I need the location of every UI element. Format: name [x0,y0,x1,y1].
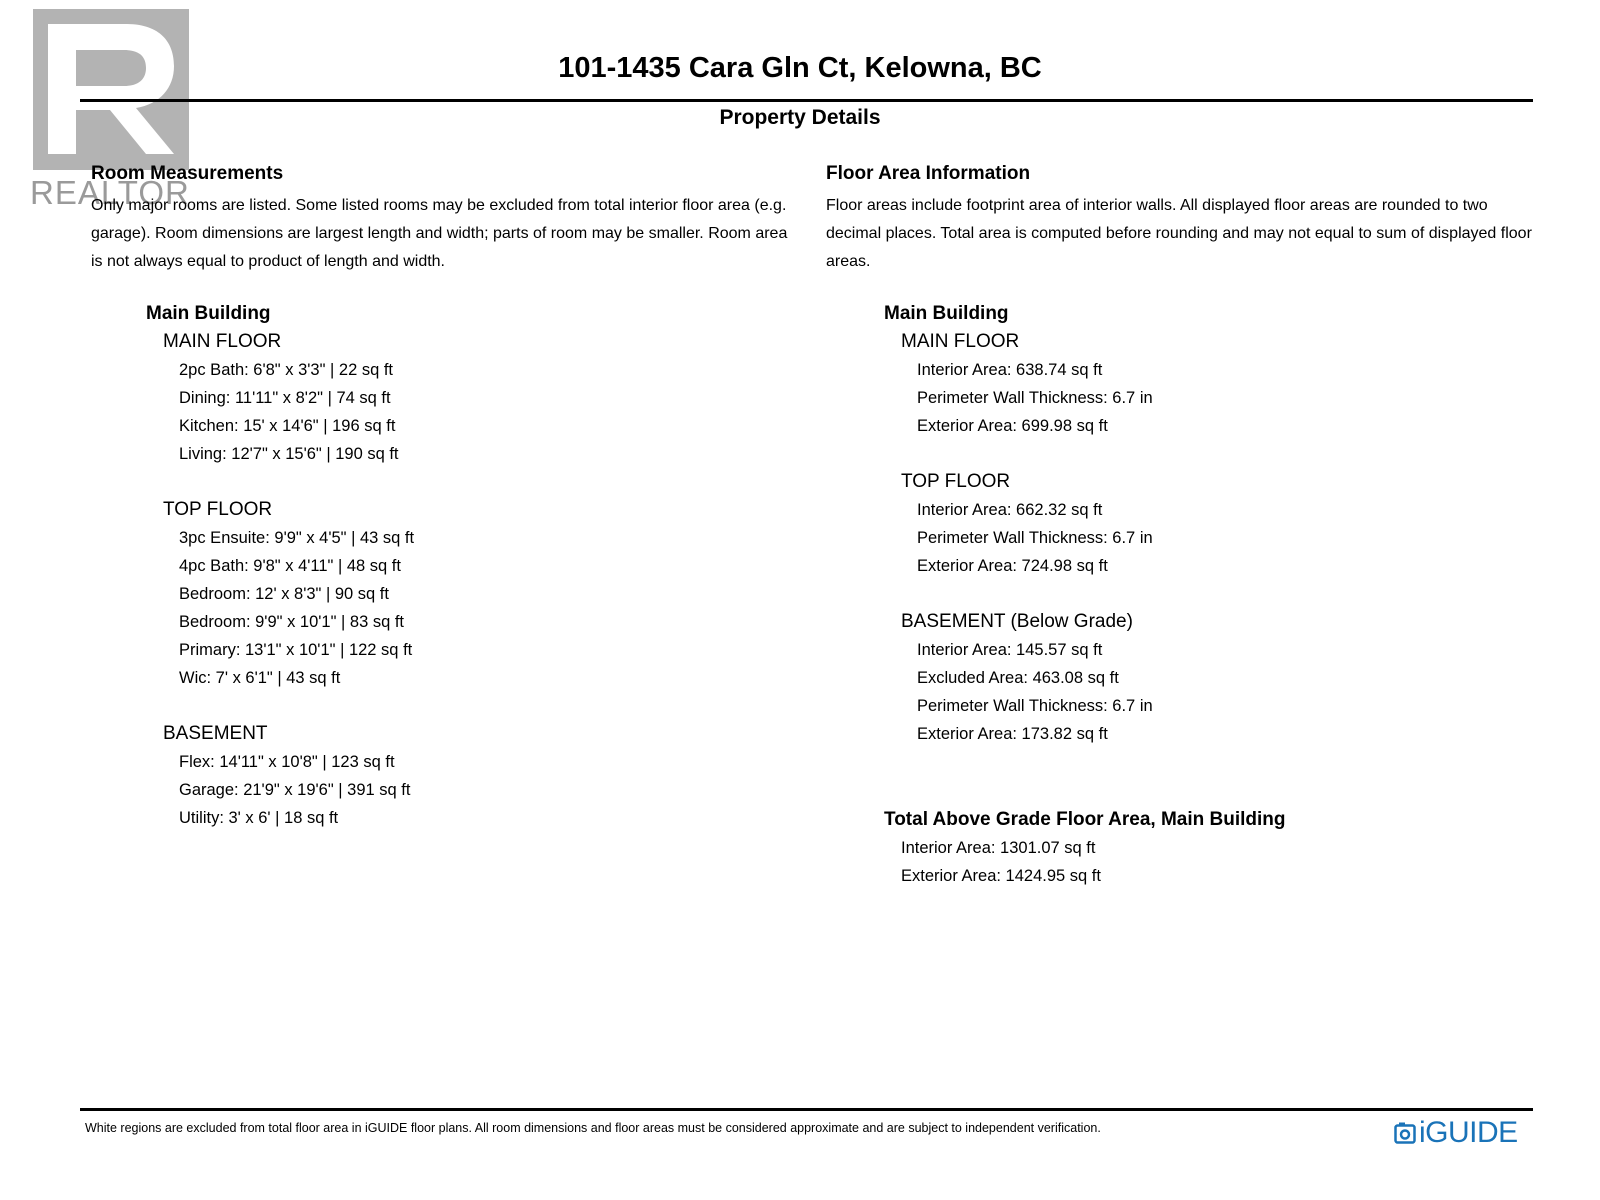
room-item: Garage: 21'9" x 19'6" | 391 sq ft [179,781,411,799]
total-area-item: Interior Area: 1301.07 sq ft [901,839,1096,857]
area-floor-basement: BASEMENT (Below Grade) [901,611,1133,632]
room-item: Kitchen: 15' x 14'6" | 196 sq ft [179,417,396,435]
page-title: 101-1435 Cara Gln Ct, Kelowna, BC [558,52,1042,84]
room-floor-basement: BASEMENT [163,723,268,744]
room-measurements-description: Only major rooms are listed. Some listed rooms may be excluded from total interior floor area (e.g. garage). Room dimensions are largest length and width; parts of room may be smaller. Room area is not always equal to product of length and width. [91,197,788,270]
area-item: Perimeter Wall Thickness: 6.7 in [917,697,1153,715]
room-item: 4pc Bath: 9'8" x 4'11" | 48 sq ft [179,557,401,575]
header-divider [80,99,1533,102]
room-item: Dining: 11'11" x 8'2" | 74 sq ft [179,389,391,407]
room-floor-main: MAIN FLOOR [163,331,282,352]
area-item: Exterior Area: 724.98 sq ft [917,557,1108,575]
area-item: Interior Area: 662.32 sq ft [917,501,1103,519]
room-measurements-section [91,162,791,276]
room-item: Utility: 3' x 6' | 18 sq ft [179,809,339,827]
room-item: Bedroom: 12' x 8'3" | 90 sq ft [179,585,389,603]
room-item: 2pc Bath: 6'8" x 3'3" | 22 sq ft [179,361,394,379]
area-item: Interior Area: 638.74 sq ft [917,361,1103,379]
area-item: Excluded Area: 463.08 sq ft [917,669,1119,687]
room-building-heading: Main Building [146,303,271,324]
area-item: Perimeter Wall Thickness: 6.7 in [917,389,1153,407]
total-area-heading: Total Above Grade Floor Area, Main Building [884,809,1286,830]
iguide-logo-icon [1394,1122,1416,1144]
room-item: Primary: 13'1" x 10'1" | 122 sq ft [179,641,413,659]
total-area-item: Exterior Area: 1424.95 sq ft [901,867,1101,885]
floor-area-description: Floor areas include footprint area of interior walls. All displayed floor areas are rounded to two decimal places. Total area is computed before rounding and may not equal to sum of displayed floor areas. [826,197,1532,270]
iguide-logo [1394,1115,1518,1151]
room-item: Living: 12'7" x 15'6" | 190 sq ft [179,445,399,463]
area-item: Exterior Area: 699.98 sq ft [917,417,1108,435]
floor-area-section [826,162,1546,276]
iguide-wordmark: iGUIDE [1419,1116,1518,1149]
room-item: Flex: 14'11" x 10'8" | 123 sq ft [179,753,395,771]
room-item: 3pc Ensuite: 9'9" x 4'5" | 43 sq ft [179,529,415,547]
realtor-wordmark: REALTOR [30,174,190,211]
area-item: Perimeter Wall Thickness: 6.7 in [917,529,1153,547]
footer-disclaimer: White regions are excluded from total floor area in iGUIDE floor plans. All room dimensions and floor areas must be considered approximate and are subject to independent verification. [85,1121,1101,1135]
room-floor-top: TOP FLOOR [163,499,273,520]
room-measurements-heading: Room Measurements [91,163,284,184]
area-item: Interior Area: 145.57 sq ft [917,641,1103,659]
room-item: Wic: 7' x 6'1" | 43 sq ft [179,669,341,687]
area-floor-main: MAIN FLOOR [901,331,1020,352]
area-building-heading: Main Building [884,303,1009,324]
realtor-r-glyph-icon [48,24,178,154]
page-subtitle: Property Details [719,106,881,129]
area-floor-top: TOP FLOOR [901,471,1011,492]
area-item: Exterior Area: 173.82 sq ft [917,725,1108,743]
footer-divider [80,1108,1533,1111]
floor-area-heading: Floor Area Information [826,163,1031,184]
room-item: Bedroom: 9'9" x 10'1" | 83 sq ft [179,613,405,631]
